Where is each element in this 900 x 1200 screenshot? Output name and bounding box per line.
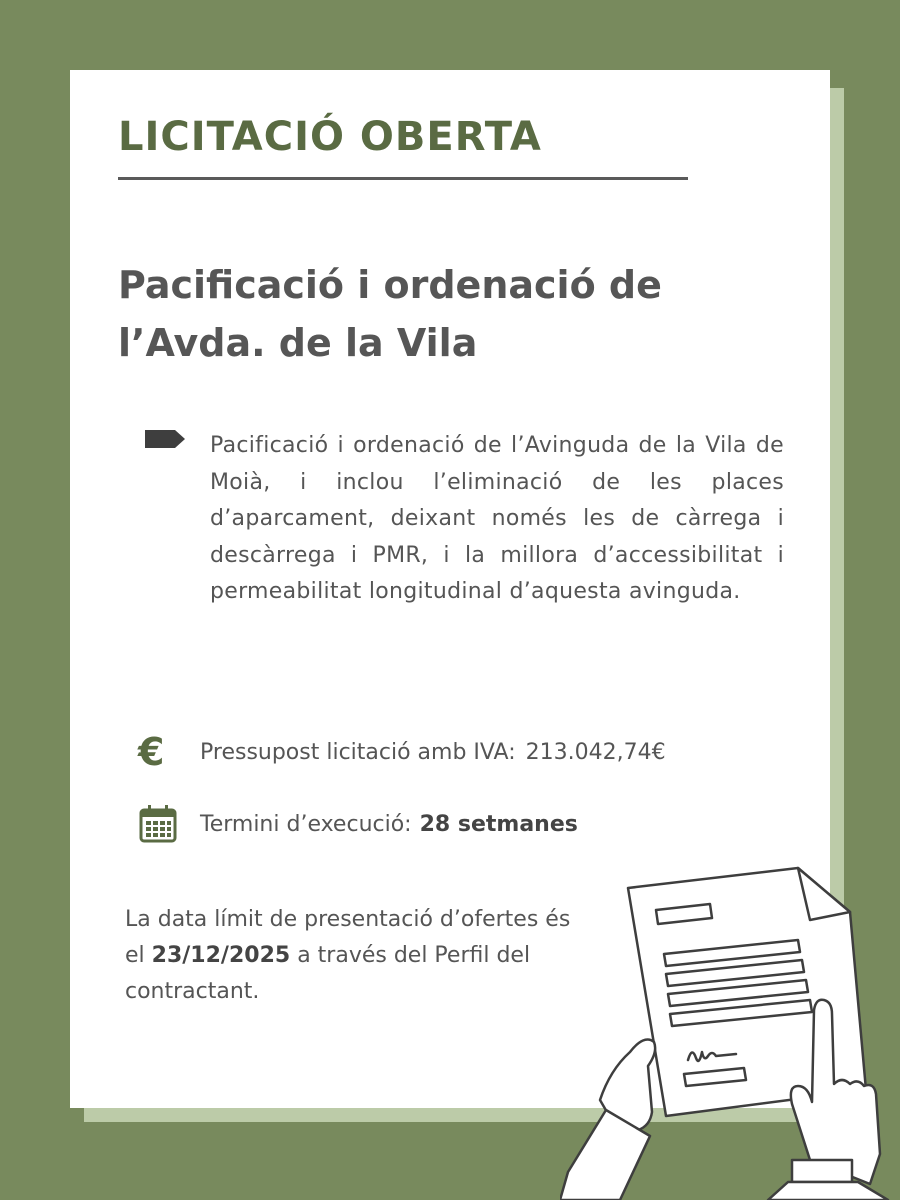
- project-title: Pacificació i ordenació de l’Avda. de la Vila: [118, 263, 662, 365]
- deadline-text-after: a través del Perfil del contractant.: [125, 943, 531, 1004]
- project-description: Pacificació i ordenació de l’Avinguda de la Vila de Moià, i inclou l’eliminació de les places d’aparcament, deixant només les de càrrega i descàrrega i PMR, i la millora d’accessibilitat i permeabilitat longitudinal d’aquesta avinguda.: [210, 433, 784, 604]
- term-value: 28 setmanes: [419, 811, 578, 837]
- euro-icon: €: [138, 730, 165, 774]
- term-label: Termini d’execució:: [200, 811, 412, 837]
- deadline-text-before: La data límit de presentació d’ofertes és el: [125, 907, 571, 968]
- page-heading: LICITACIÓ OBERTA: [118, 114, 542, 160]
- deadline-date: 23/12/2025: [151, 943, 291, 968]
- deadline-text: [125, 902, 585, 1010]
- arrow-right-icon: [145, 428, 185, 450]
- calendar-icon: [138, 804, 178, 844]
- signing-contract-illustration: [560, 860, 900, 1200]
- term-row: [138, 804, 578, 844]
- budget-label: Pressupost licitació amb IVA:: [200, 739, 516, 765]
- budget-value: 213.042,74€: [525, 739, 666, 765]
- budget-row: [138, 732, 666, 772]
- heading-underline: [118, 177, 688, 180]
